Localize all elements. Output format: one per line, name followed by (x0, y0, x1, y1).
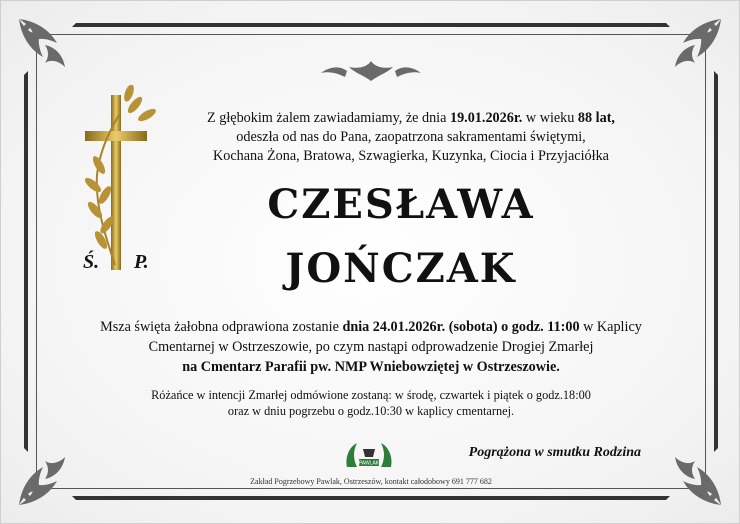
corner-ornament-icon (15, 15, 85, 85)
sp-letter-s: Ś. (83, 251, 100, 273)
mass-date-time: dnia 24.01.2026r. (sobota) o godz. 11:00 (342, 319, 580, 335)
intro-line2: odeszła od nas do Pana, zaopatrzona sakramentami świętymi, (236, 129, 586, 145)
mass-line2: Cmentarnej w Ostrzeszowie, po czym nastąpi odprowadzenie Drogiej Zmarłej (148, 339, 594, 355)
mourners-signature: Pogrążona w smutku Rodzina (468, 445, 641, 460)
sp-letter-p: P. (134, 251, 149, 273)
deceased-last-name: JOŃCZAK (285, 245, 517, 292)
cemetery-name: na Cmentarz Parafii pw. NMP Wniebowziętej w Ostrzeszowie. (182, 359, 560, 375)
corner-ornament-icon (15, 439, 85, 509)
rosary-line2: oraz w dniu pogrzebu o godz.10:30 w kaplicy cmentarnej. (227, 404, 515, 418)
corner-ornament-icon (655, 439, 725, 509)
mass-info (63, 317, 679, 377)
cross-with-branch-icon (75, 85, 165, 275)
mass-line1-c: w Kaplicy (579, 319, 642, 335)
death-date: 19.01.2026r. (449, 110, 523, 126)
mass-line1-a: Msza święta żałobna odprawiona zostanie (100, 319, 343, 335)
intro-line1-b: w wieku (522, 110, 578, 126)
intro-line3: Kochana Żona, Bratowa, Szwagierka, Kuzynka, Ciocia i Przyjaciółka (213, 148, 609, 164)
corner-ornament-icon (655, 15, 725, 85)
rosary-line1: Różańce w intencji Zmarłej odmówione zostaną: w środę, czwartek i piątek o godz.18:00 (151, 388, 591, 402)
deceased-first-name: CZESŁAWA (267, 181, 535, 228)
top-ornament-icon (317, 59, 425, 83)
intro-line1-a: Z głębokim żalem zawiadamiamy, że dnia (207, 110, 450, 126)
svg-text:PAWLAK: PAWLAK (358, 460, 380, 467)
rosary-info (81, 387, 661, 419)
funeral-home-logo (341, 437, 397, 477)
age: 88 lat, (577, 110, 615, 126)
footer-contact: Zakład Pogrzebowy Pawlak, Ostrzeszów, kontakt całodobowy 691 777 682 (250, 477, 492, 486)
intro-text (176, 109, 646, 166)
